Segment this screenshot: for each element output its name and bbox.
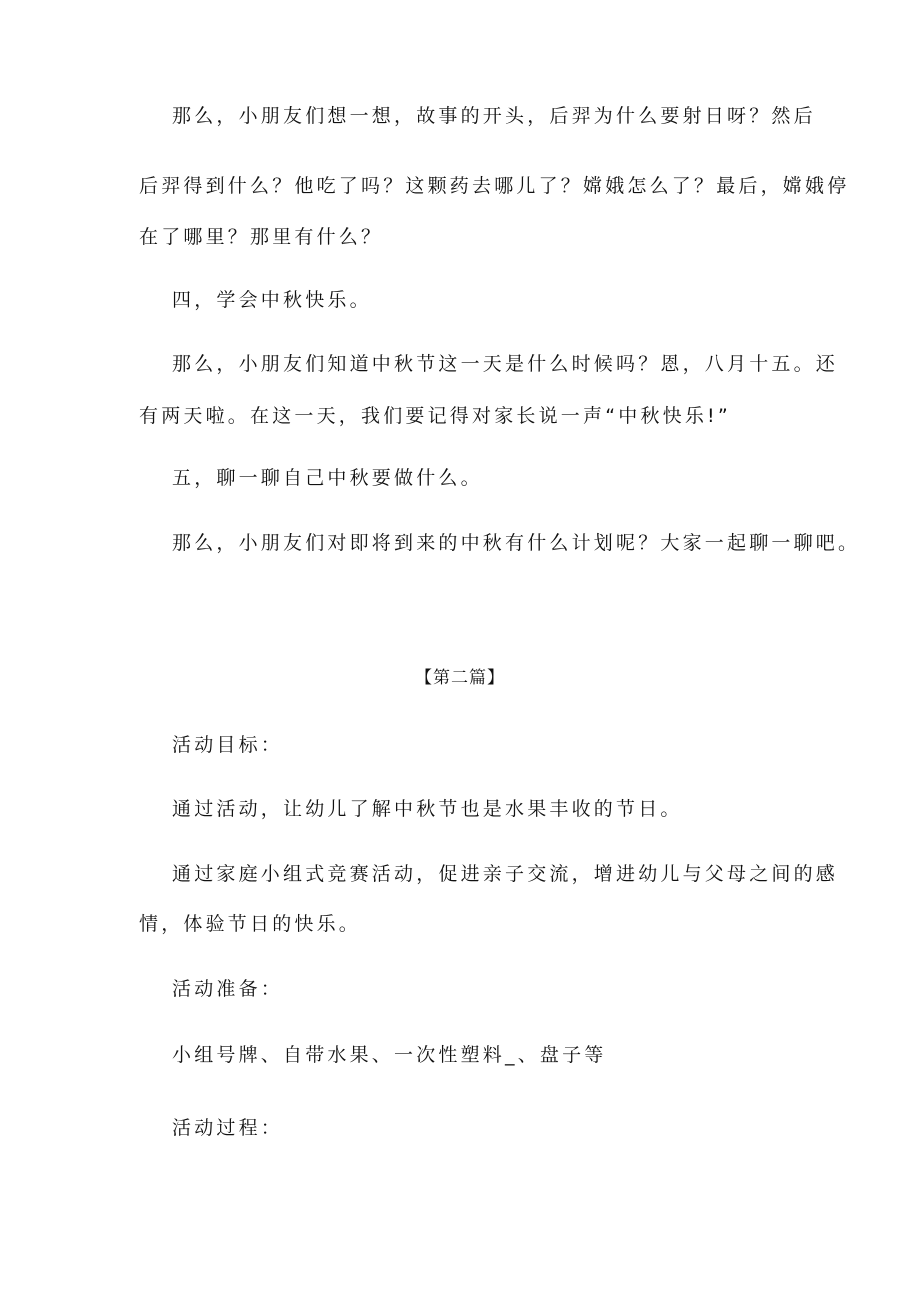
paragraph-line: 那么，小朋友们想一想，故事的开头，后羿为什么要射日呀？然后 (172, 105, 816, 127)
paragraph-line: 那么，小朋友们对即将到来的中秋有什么计划呢？大家一起聊一聊吧。 (172, 532, 861, 554)
section-heading: 四，学会中秋快乐。 (172, 289, 372, 311)
section-heading: 活动过程： (172, 1117, 284, 1139)
paragraph-line: 在了哪里？那里有什么？ (139, 226, 384, 248)
section-heading: 活动准备： (172, 978, 284, 1000)
article-title: 【第二篇】 (415, 668, 505, 688)
paragraph-line: 情，体验节日的快乐。 (139, 913, 362, 935)
section-heading: 活动目标： (172, 734, 284, 756)
paragraph-line: 有两天啦。在这一天，我们要记得对家长说一声“中秋快乐!” (139, 405, 731, 427)
paragraph-line: 通过活动，让幼儿了解中秋节也是水果丰收的节日。 (172, 798, 683, 820)
paragraph-line: 小组号牌、自带水果、一次性塑料_、盘子等 (172, 1044, 607, 1066)
paragraph-line: 那么，小朋友们知道中秋节这一天是什么时候吗？恩，八月十五。还 (172, 353, 839, 375)
paragraph-line: 通过家庭小组式竞赛活动，促进亲子交流，增进幼儿与父母之间的感 (172, 863, 839, 885)
paragraph-line: 后羿得到什么？他吃了吗？这颗药去哪儿了？嫦娥怎么了？最后，嫦娥停 (139, 175, 850, 197)
section-heading: 五，聊一聊自己中秋要做什么。 (172, 467, 483, 489)
